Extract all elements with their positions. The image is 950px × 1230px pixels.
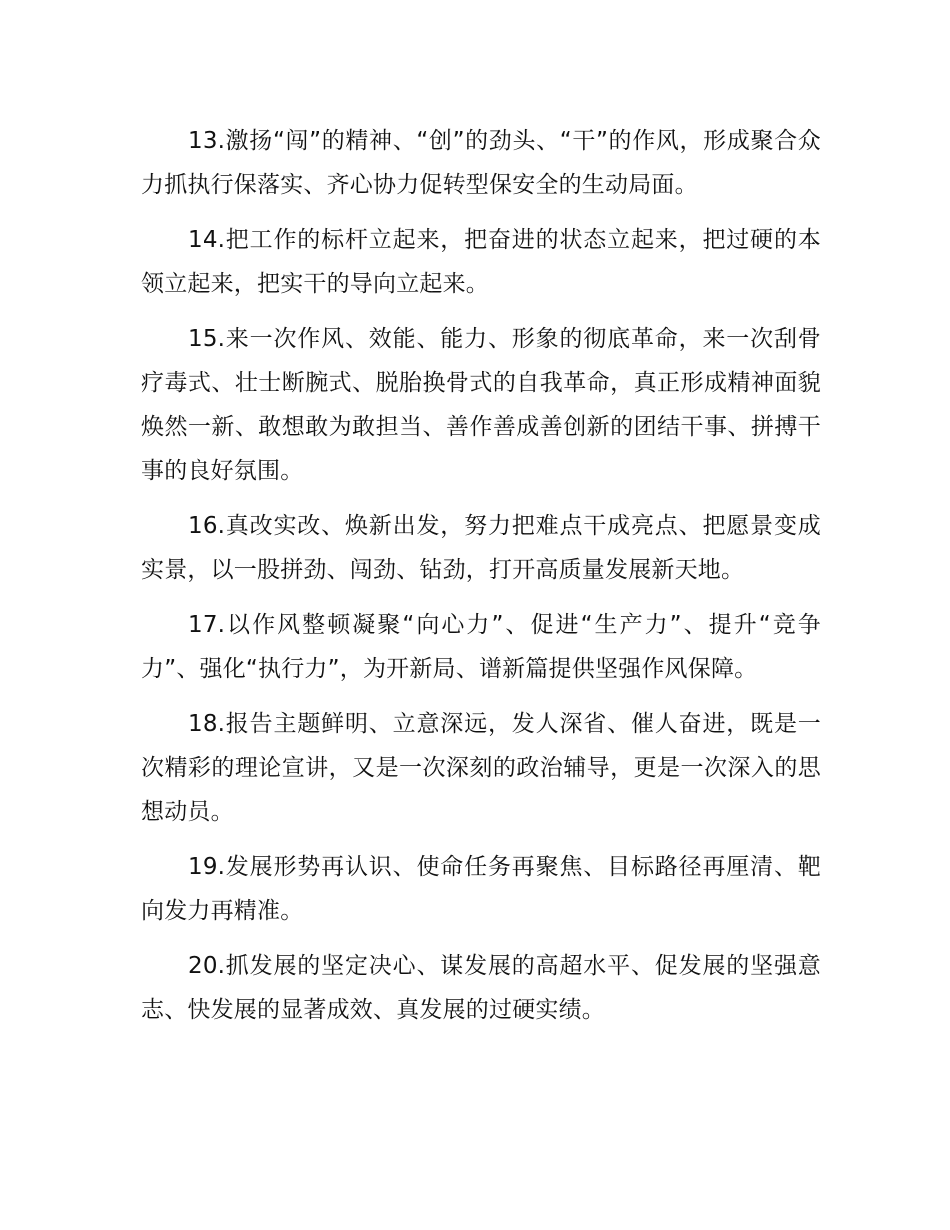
paragraph-19: 19.发展形势再认识、使命任务再聚焦、目标路径再厘清、靶向发力再精准。 [141, 854, 821, 924]
paragraph-15: 15.来一次作风、效能、能力、形象的彻底革命，来一次刮骨疗毒式、壮士断腕式、脱胎换骨式的自我革命，真正形成精神面貌焕然一新、敢想敢为敢担当、善作善成善创新的团结干事、拼搏干事的良好氛围。 [141, 326, 821, 484]
paragraph-20: 20.抓发展的坚定决心、谋发展的高超水平、促发展的坚强意志、快发展的显著成效、真发展的过硬实绩。 [141, 953, 821, 1023]
paragraph-17: 17.以作风整顿凝聚“向心力”、促进“生产力”、提升“竞争力”、强化“执行力”，为开新局、谱新篇提供坚强作风保障。 [141, 612, 821, 682]
paragraph-18: 18.报告主题鲜明、立意深远，发人深省、催人奋进，既是一次精彩的理论宣讲，又是一次深刻的政治辅导，更是一次深入的思想动员。 [141, 711, 821, 825]
document-body [141, 119, 821, 1043]
paragraph-14: 14.把工作的标杆立起来，把奋进的状态立起来，把过硬的本领立起来，把实干的导向立起来。 [141, 227, 821, 297]
paragraph-16: 16.真改实改、焕新出发，努力把难点干成亮点、把愿景变成实景，以一股拼劲、闯劲、钻劲，打开高质量发展新天地。 [141, 513, 821, 583]
paragraph-13: 13.激扬“闯”的精神、“创”的劲头、“干”的作风，形成聚合众力抓执行保落实、齐心协力促转型保安全的生动局面。 [141, 128, 821, 198]
